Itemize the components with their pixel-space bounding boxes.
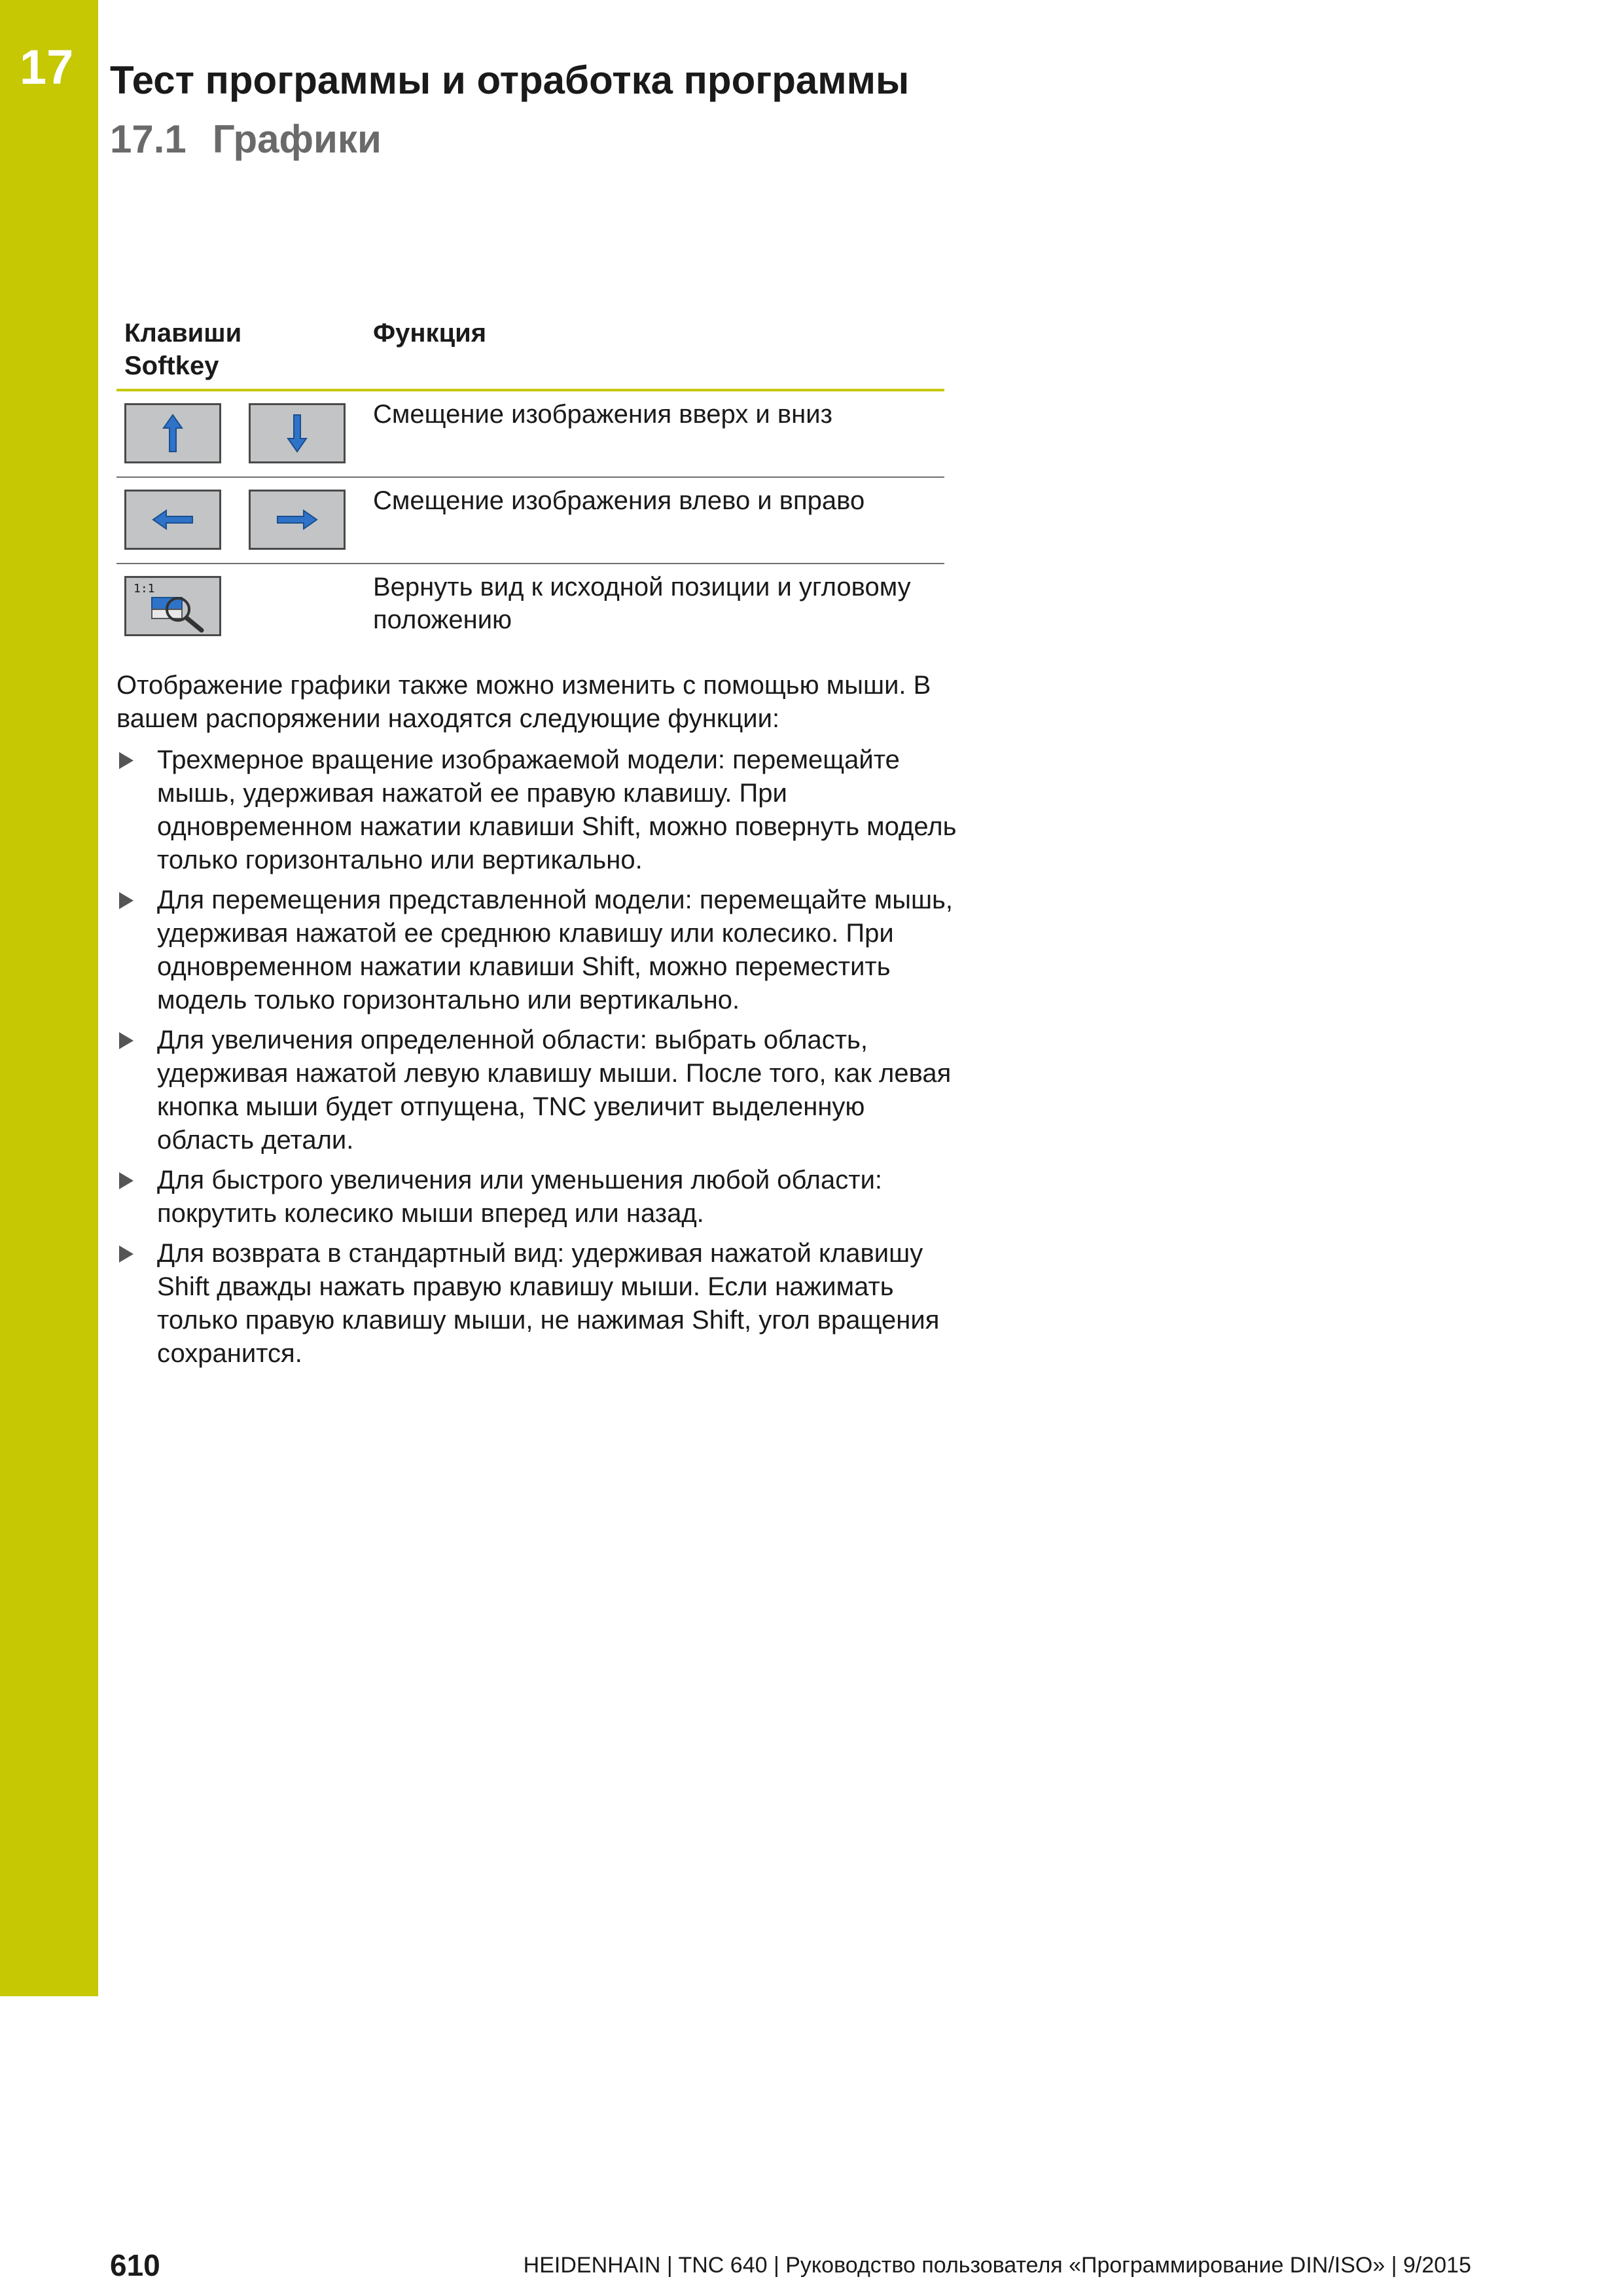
section-title: Графики — [212, 117, 382, 161]
header-function: Функция — [373, 319, 487, 348]
chapter-sidebar — [0, 0, 98, 1996]
arrow-right-icon — [276, 509, 318, 531]
chapter-title: Тест программы и отработка программы — [110, 58, 910, 102]
softkey-right[interactable] — [249, 490, 346, 550]
softkey-table — [116, 314, 944, 656]
key-cell — [124, 403, 360, 469]
key-cell — [124, 576, 360, 641]
list-item-text: Для возврата в стандартный вид: удерживая нажатой клавишу Shift дважды нажать правую клавишу мыши. Если нажимать только правую клавишу мыши, не нажимая Shift, угол вращения сохранится. — [157, 1239, 940, 1368]
list-item — [116, 1024, 961, 1157]
table-row — [116, 564, 944, 656]
softkey-down[interactable] — [249, 403, 346, 463]
function-text: Смещение изображения влево и вправо — [373, 486, 865, 515]
reset-view-icon — [127, 578, 219, 634]
list-item-text: Трехмерное вращение изображаемой модели: перемещайте мышь, удерживая нажатой ее правую клавишу. При одновременном нажатии клавиши Shift, можно повернуть модель только горизонтально или вертикально. — [157, 745, 957, 874]
list-item — [116, 884, 961, 1017]
list-item — [116, 744, 961, 877]
softkey-reset-view[interactable] — [124, 576, 221, 636]
chapter-number: 17 — [20, 40, 74, 94]
arrow-left-icon — [152, 509, 194, 531]
list-item-text: Для увеличения определенной области: выбрать область, удерживая нажатой левую клавишу мыши. После того, как левая кнопка мыши будет отпущена, TNC увеличит выделенную область детали. — [157, 1026, 952, 1155]
softkey-left[interactable] — [124, 490, 221, 550]
reset-view-label: 1:1 — [134, 582, 155, 596]
page-number: 610 — [110, 2248, 160, 2282]
function-text: Вернуть вид к исходной позиции и угловому положению — [373, 573, 911, 634]
table-row — [116, 478, 944, 564]
triangle-bullet-icon — [119, 752, 134, 769]
arrow-up-icon — [160, 414, 186, 453]
triangle-bullet-icon — [119, 892, 134, 909]
table-header — [116, 314, 944, 391]
list-item — [116, 1164, 961, 1230]
header-keys: Клавиши Softkey — [124, 319, 242, 380]
arrow-down-icon — [284, 414, 310, 453]
triangle-bullet-icon — [119, 1172, 134, 1189]
table-row — [116, 391, 944, 478]
key-cell — [124, 490, 360, 555]
triangle-bullet-icon — [119, 1246, 134, 1263]
list-item — [116, 1237, 961, 1371]
function-text: Смещение изображения вверх и вниз — [373, 400, 832, 429]
triangle-bullet-icon — [119, 1032, 134, 1049]
list-item-text: Для быстрого увеличения или уменьшения любой области: покрутить колесико мыши вперед или назад. — [157, 1166, 883, 1228]
softkey-up[interactable] — [124, 403, 221, 463]
section-number: 17.1 — [110, 117, 187, 161]
section-heading — [110, 117, 382, 162]
footer-text: HEIDENHAIN | TNC 640 | Руководство пользователя «Программирование DIN/ISO» | 9/2015 — [523, 2253, 1471, 2278]
intro-paragraph: Отображение графики также можно изменить с помощью мыши. В вашем распоряжении находятся следующие функции: — [116, 671, 931, 733]
bullet-list — [116, 744, 961, 1377]
list-item-text: Для перемещения представленной модели: перемещайте мышь, удерживая нажатой ее среднюю клавишу или колесико. При одновременном нажатии клавиши Shift, можно переместить модель только горизонтально или вертикально. — [157, 886, 953, 1014]
